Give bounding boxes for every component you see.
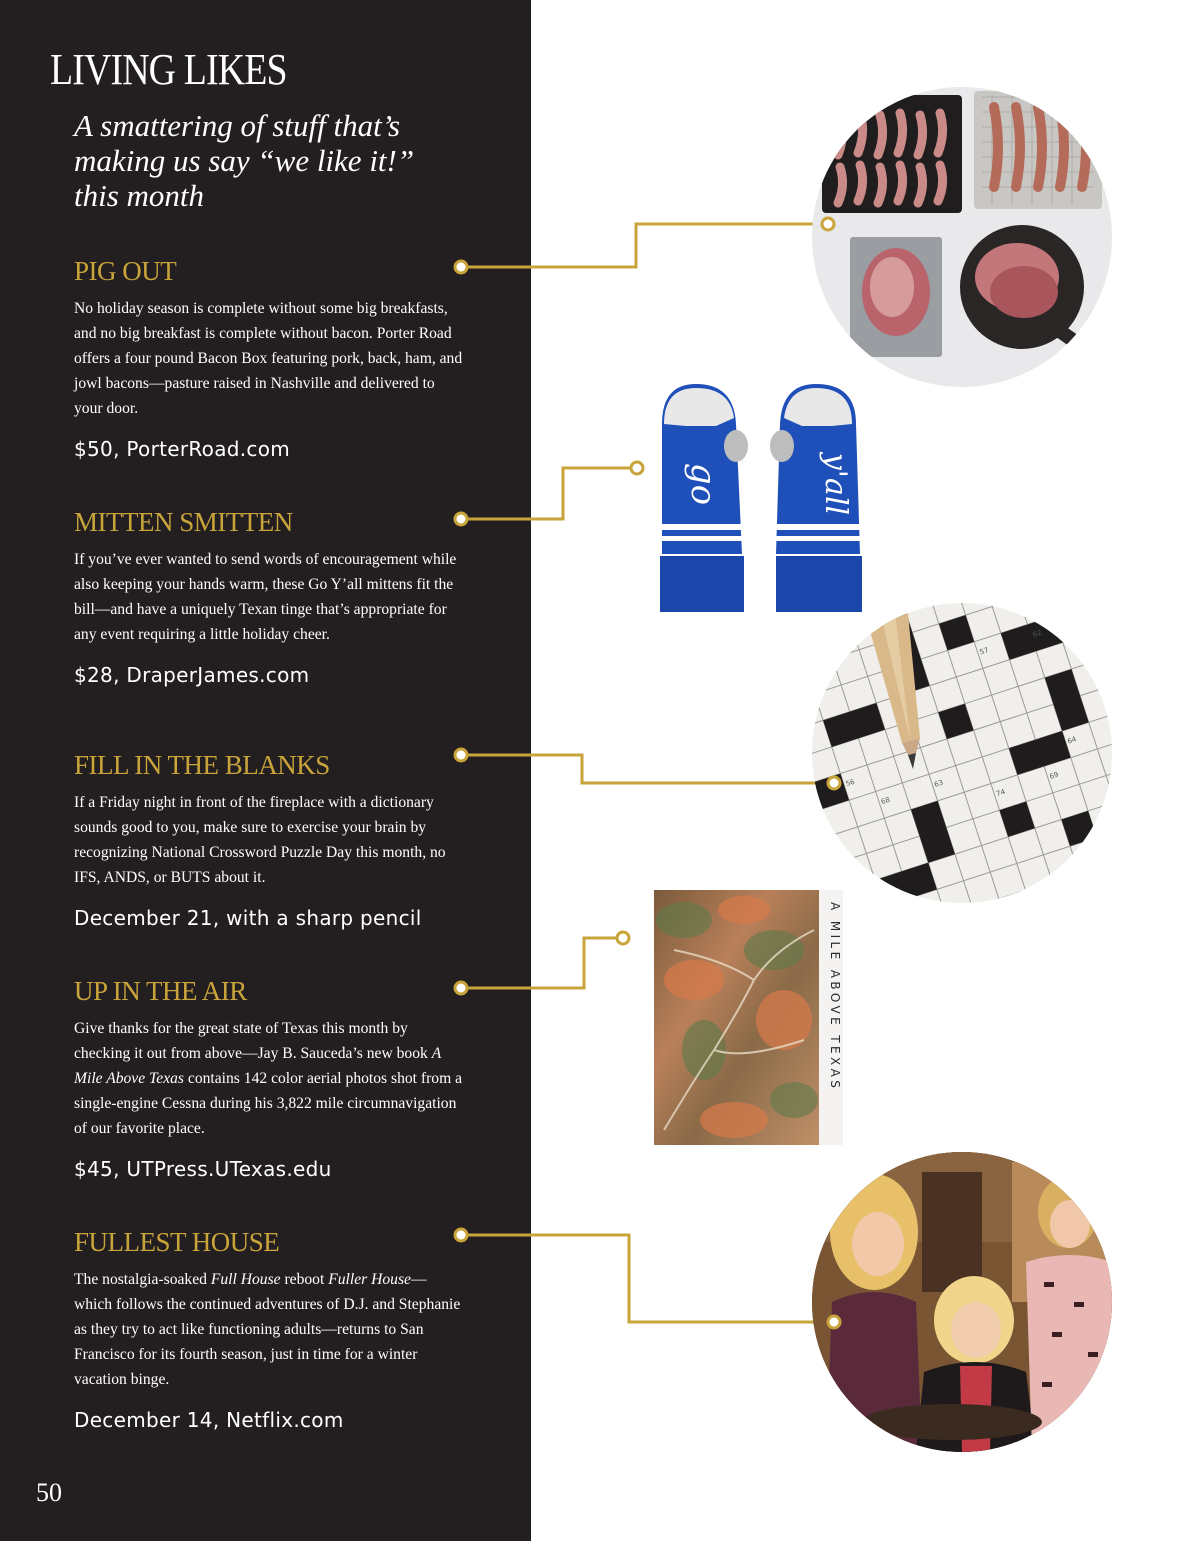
item-heading: UP IN THE AIR [74,976,247,1006]
crossword-number: 64 [1066,735,1078,746]
connector-dot [828,777,840,789]
connector-dot [455,749,467,761]
crossword-number: 57 [978,646,990,657]
crossword-number: 63 [933,778,945,789]
connector-dot [822,218,834,230]
connector-dot [617,932,629,944]
item-body: Give thanks for the great state of Texas this month by checking it out from above—Jay B. Sauceda’s new book A Mile Above Texas contains 142 color aerial photos shot from a single-engine Cessna during his 3,822 mile circumnavigation of our favorite place. [74,1020,463,1137]
show-title-italic: Fuller House [328,1271,411,1288]
item-body: No holiday season is complete without some big breakfasts, and no big breakfast is complete without bacon. Porter Road offers a four pound Bacon Box featuring pork, back, ham, and jowl bacons—pasture raised in Nashville and delivered to your door. [74,300,463,417]
connector-dot [455,982,467,994]
item-price: $28, DraperJames.com [74,663,310,687]
mitten-left-text: go [683,462,723,506]
book-cover-title: A MILE ABOVE TEXAS [828,902,842,1092]
item-body: If a Friday night in front of the fireplace with a dictionary sounds good to you, make sure to exercise your brain by recognizing National Crossword Puzzle Day this month, no IFS, ANDS, or BUTS about it. [74,794,446,886]
item-body: If you’ve ever wanted to send words of encouragement while also keeping your hands warm, these Go Y’all mittens fit the bill—and have a uniquely Texan tinge that’s appropriate for any event requiring a little holiday cheer. [74,551,457,643]
connector-dot [455,513,467,525]
item-price: $45, UTPress.UTexas.edu [74,1157,332,1181]
item-body: The nostalgia-soaked Full House reboot Fuller House—which follows the continued adventures of D.J. and Stephanie as they try to act like functioning adults—returns to San Francisco for its fourth season, just in time for a winter vacation binge. [74,1271,461,1388]
page-title: LIVING LIKES [50,45,287,94]
connector-dot [455,1229,467,1241]
page-number: 50 [36,1478,62,1507]
item-heading: PIG OUT [74,256,177,286]
book-title-italic: A Mile Above Texas [74,1045,441,1087]
item-price: December 21, with a sharp pencil [74,906,422,930]
connector-dot [455,261,467,273]
item-price: $50, PorterRoad.com [74,437,291,461]
item-heading: FILL IN THE BLANKS [74,750,330,780]
crossword-number: 69 [1048,770,1060,781]
show-title-italic: Full House [210,1271,281,1288]
page-subtitle: A smattering of stuff that’s making us say “we like it!” this month [74,108,415,213]
connector-dot [631,462,643,474]
item-heading: MITTEN SMITTEN [74,507,293,537]
crossword-number: 74 [995,787,1007,799]
crossword-number: 56 [844,777,856,789]
connector-dot [828,1316,840,1328]
crossword-number: 62 [1031,628,1043,640]
item-price: December 14, Netflix.com [74,1408,344,1432]
mitten-right-text: y'all [818,452,853,516]
item-heading: FULLEST HOUSE [74,1227,280,1257]
crossword-number: 68 [880,795,892,807]
